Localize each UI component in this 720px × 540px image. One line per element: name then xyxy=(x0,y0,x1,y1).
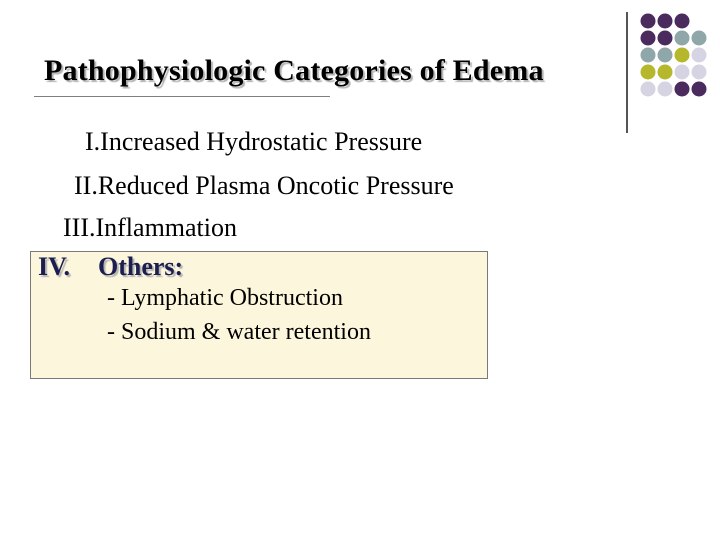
list-item-1 xyxy=(85,127,422,157)
others-sub-item-1: - Lymphatic Obstruction xyxy=(107,285,343,311)
decorative-dot xyxy=(675,31,690,46)
decorative-dot xyxy=(675,82,690,97)
decorative-dot xyxy=(658,65,673,80)
list-item-number: I. xyxy=(85,127,101,156)
list-item-number: II. xyxy=(74,171,98,200)
list-item-text: Reduced Plasma Oncotic Pressure xyxy=(97,171,454,200)
decorative-dot xyxy=(641,82,656,97)
others-number: IV. xyxy=(38,252,71,281)
decorative-dot xyxy=(658,31,673,46)
others-heading xyxy=(38,252,183,282)
others-sub-item-2: - Sodium & water retention xyxy=(107,319,371,345)
decorative-dot xyxy=(692,48,707,63)
decorative-dot xyxy=(658,48,673,63)
title-underline xyxy=(34,96,330,97)
vertical-divider xyxy=(626,12,628,133)
decorative-dot xyxy=(658,82,673,97)
decorative-dot xyxy=(692,65,707,80)
slide-title: Pathophysiologic Categories of Edema xyxy=(44,54,544,87)
decorative-dot xyxy=(641,65,656,80)
decorative-dot xyxy=(641,48,656,63)
list-item-number: III. xyxy=(63,213,96,242)
decorative-dot xyxy=(692,31,707,46)
list-item-2 xyxy=(74,171,454,201)
others-box xyxy=(30,251,488,379)
decorative-dot xyxy=(675,65,690,80)
others-label: Others: xyxy=(98,252,184,281)
list-item-3 xyxy=(63,213,237,243)
list-item-text: Inflammation xyxy=(95,213,237,242)
decorative-dot xyxy=(692,82,707,97)
decorative-dot xyxy=(675,48,690,63)
decorative-dot xyxy=(658,14,673,29)
decorative-dot xyxy=(641,31,656,46)
list-item-text: Increased Hydrostatic Pressure xyxy=(100,127,423,156)
decorative-dot xyxy=(675,14,690,29)
decorative-dot xyxy=(641,14,656,29)
